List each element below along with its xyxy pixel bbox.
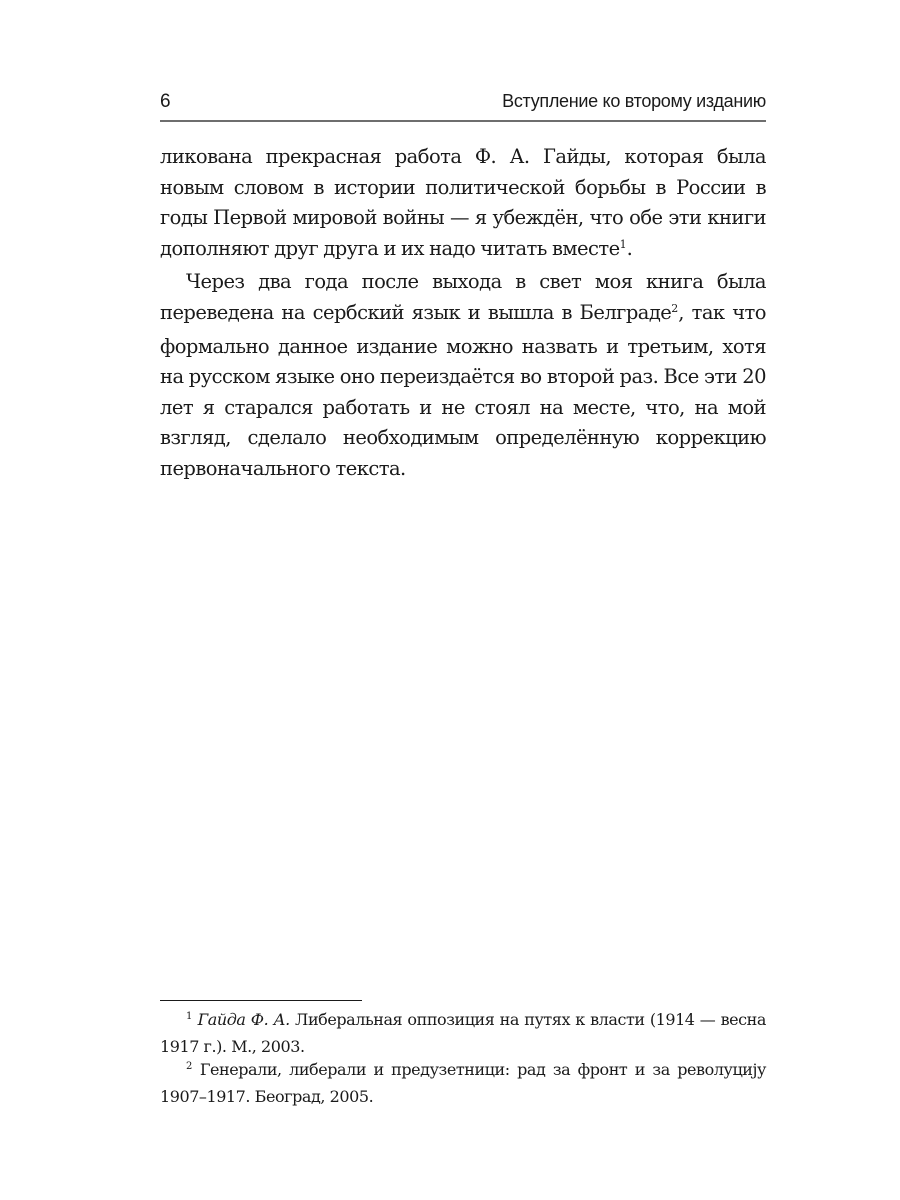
main-text <box>160 142 766 485</box>
paragraph-text-tail: . <box>626 236 633 260</box>
footnote-ref-2[interactable]: 2 <box>671 301 679 315</box>
footnote-text: Генерали, либерали и предузетници: рад за фронт и за револуцију 1907–1917. Београд, 2005. <box>160 1060 766 1106</box>
paragraph-continued <box>160 142 766 267</box>
footnote-number: 2 <box>186 1061 193 1072</box>
footnote-2 <box>160 1058 766 1108</box>
footnote-ref-1[interactable]: 1 <box>619 237 627 251</box>
footnote-author: Гайда Ф. А. <box>197 1010 290 1029</box>
footnotes <box>160 1008 766 1108</box>
footnote-number: 1 <box>186 1011 193 1022</box>
footnote-1 <box>160 1008 766 1058</box>
footnote-divider <box>160 1000 362 1001</box>
paragraph-text: ликована прекрасная работа Ф. А. Гайды, которая была новым словом в истории политической борьбы в России в годы Первой мировой войны — я убеждён, что обе эти книги дополняют друг друга и их надо читать вместе <box>160 145 766 260</box>
paragraph-text-tail: , так что формально данное издание можно назвать и третьим, хотя на русском языке оно переиздаётся во второй раз. Все эти 20 лет я старался работать и не стоял на месте, что, на мой взгляд, сделало необходимым определённую коррекцию первоначального текста. <box>160 300 766 480</box>
paragraph-text: Через два года после выхода в свет моя книга была переведена на сербский язык и вышла в Белграде <box>160 270 766 324</box>
footnote-text: Либеральная оппозиция на путях к власти (1914 — весна 1917 г.). М., 2003. <box>160 1010 766 1056</box>
paragraph <box>160 267 766 484</box>
running-head <box>160 90 766 122</box>
running-title: Вступление ко второму изданию <box>502 91 766 111</box>
page-number: 6 <box>160 91 171 112</box>
